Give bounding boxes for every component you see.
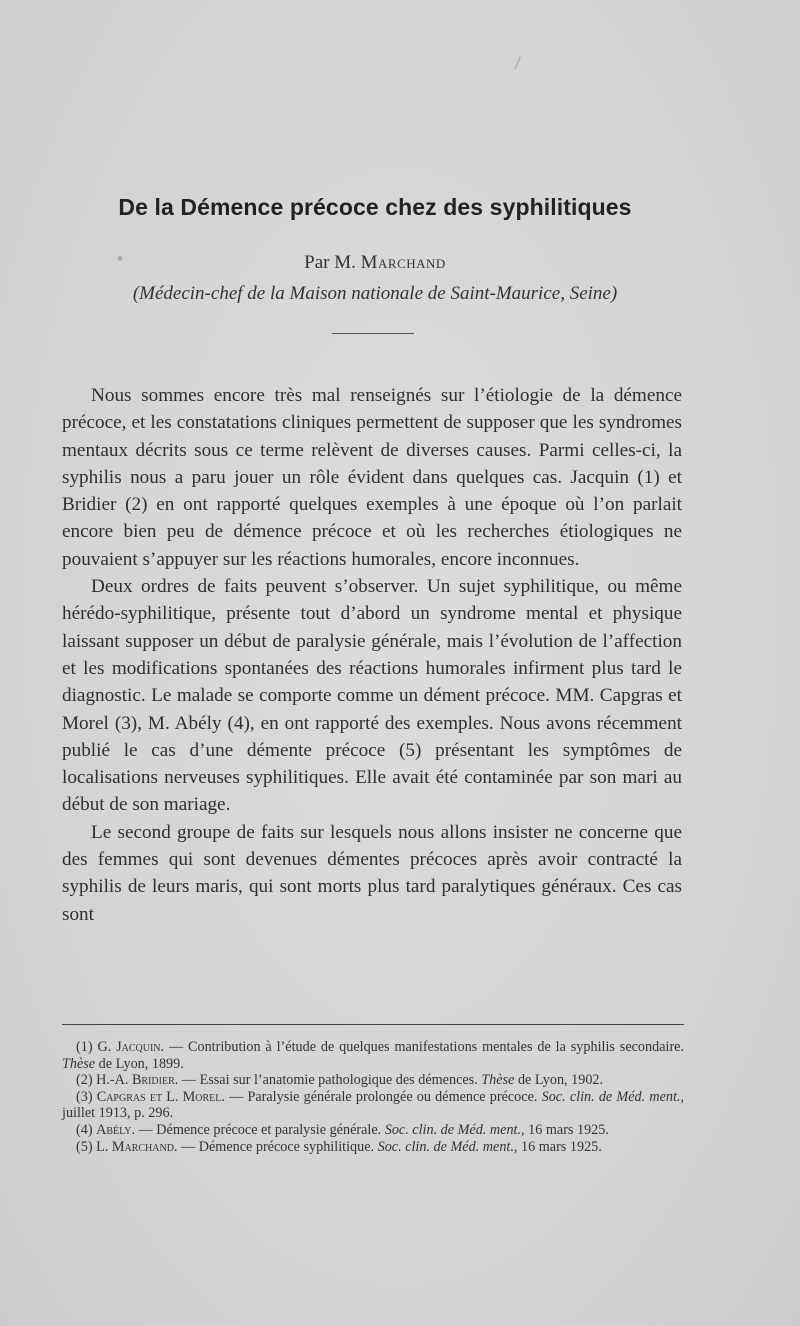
author-name: Marchand (360, 252, 446, 273)
ink-mark (515, 56, 527, 72)
article-title: De la Démence précoce chez des syphilitiques (118, 194, 632, 220)
footnote-author: Capgras et L. Morel. (96, 1088, 225, 1105)
footnote-author: Abély. (96, 1121, 135, 1138)
footnote (62, 1122, 684, 1139)
footnote-number: (4) (76, 1121, 93, 1138)
footnotes (62, 1039, 684, 1155)
footnote (62, 1072, 684, 1089)
footnote (62, 1039, 684, 1072)
footnote (62, 1089, 684, 1122)
footnote-tail: , 16 mars 1925. (513, 1138, 602, 1155)
footnote-source: Soc. clin. de Méd. ment. (384, 1121, 522, 1138)
footnote-tail: de Lyon, 1902. (514, 1072, 604, 1089)
paragraph: Le second groupe de faits sur lesquels nous allons insister ne concerne que des femmes qui sont devenues démentes précoces après avoir contracté la syphilis de leurs maris, qui sont morts plus tard paralytiques généraux. Ces cas sont (62, 821, 682, 925)
author-affiliation: (Médecin-chef de la Maison nationale de Saint-Maurice, Seine) (132, 283, 618, 304)
footnote-source: Thèse (481, 1072, 515, 1089)
title-separator (332, 333, 414, 334)
footnote-source: Thèse (62, 1055, 96, 1072)
footnote-number: (5) (76, 1138, 93, 1155)
footnote-text: — Démence précoce syphilitique. (177, 1138, 378, 1155)
author-prefix: Par M. (304, 252, 356, 273)
author-line (0, 252, 750, 274)
footnote (62, 1139, 684, 1156)
footnote-author: H.-A. Bridier. (96, 1072, 179, 1089)
footnote-text: — Essai sur l’anatomie pathologique des démences. (178, 1072, 482, 1089)
footnote-author: G. Jacquin. (97, 1039, 165, 1055)
footnote-source: Soc. clin. de Méd. ment. (377, 1138, 514, 1155)
footnote-source: Soc. clin. de Méd. ment. (541, 1088, 681, 1105)
footnote-text: — Démence précoce et paralysie générale. (135, 1121, 385, 1138)
article-body (62, 382, 682, 928)
footnote-author: L. Marchand. (96, 1138, 178, 1155)
footnote-separator (62, 1024, 684, 1025)
footnote-number: (1) (76, 1039, 93, 1055)
footnote-number: (3) (76, 1088, 93, 1105)
paragraph: Deux ordres de faits peuvent s’observer. Un sujet syphilitique, ou même hérédo-syphilitique, présente tout d’abord un syndrome mental et physique laissant supposer un début de paralysie générale, mais l’évolution de l’affection et les modifications spontanées des réactions humorales infirment plus tard le diagnostic. Le malade se comporte comme un dément précoce. MM. Capgras et Morel (3), M. Abély (4), en ont rapporté des exemples. Nous avons récemment publié le cas d’une démente précoce (5) présentant les symptômes de localisations nerveuses syphilitiques. Elle avait été contaminée par son mari au début de son mariage. (62, 576, 682, 816)
footnote-text: — Contribution à l’étude de quelques manifestations mentales de la syphilis secondaire. (164, 1039, 685, 1055)
footnote-tail: , juillet 1913, p. 296. (62, 1088, 685, 1122)
footnote-tail: , 16 mars 1925. (521, 1121, 609, 1138)
footnote-tail: de Lyon, 1899. (95, 1055, 184, 1072)
footnote-number: (2) (76, 1072, 93, 1089)
paragraph: Nous sommes encore très mal renseignés sur l’étiologie de la démence précoce, et les constatations cliniques permettent de supposer que les syndromes mentaux décrits sous ce terme relèvent de diverses causes. Parmi celles-ci, la syphilis nous a paru jouer un rôle évident dans quelques cas. Jacquin (1) et Bridier (2) en ont rapporté quelques exemples à une époque où l’on parlait encore bien peu de démence précoce et où les recherches étiologiques ne pouvaient s’appuyer sur les réactions humorales, encore inconnues. (62, 385, 682, 570)
footnote-text: — Paralysie générale prolongée ou démence précoce. (224, 1088, 542, 1105)
